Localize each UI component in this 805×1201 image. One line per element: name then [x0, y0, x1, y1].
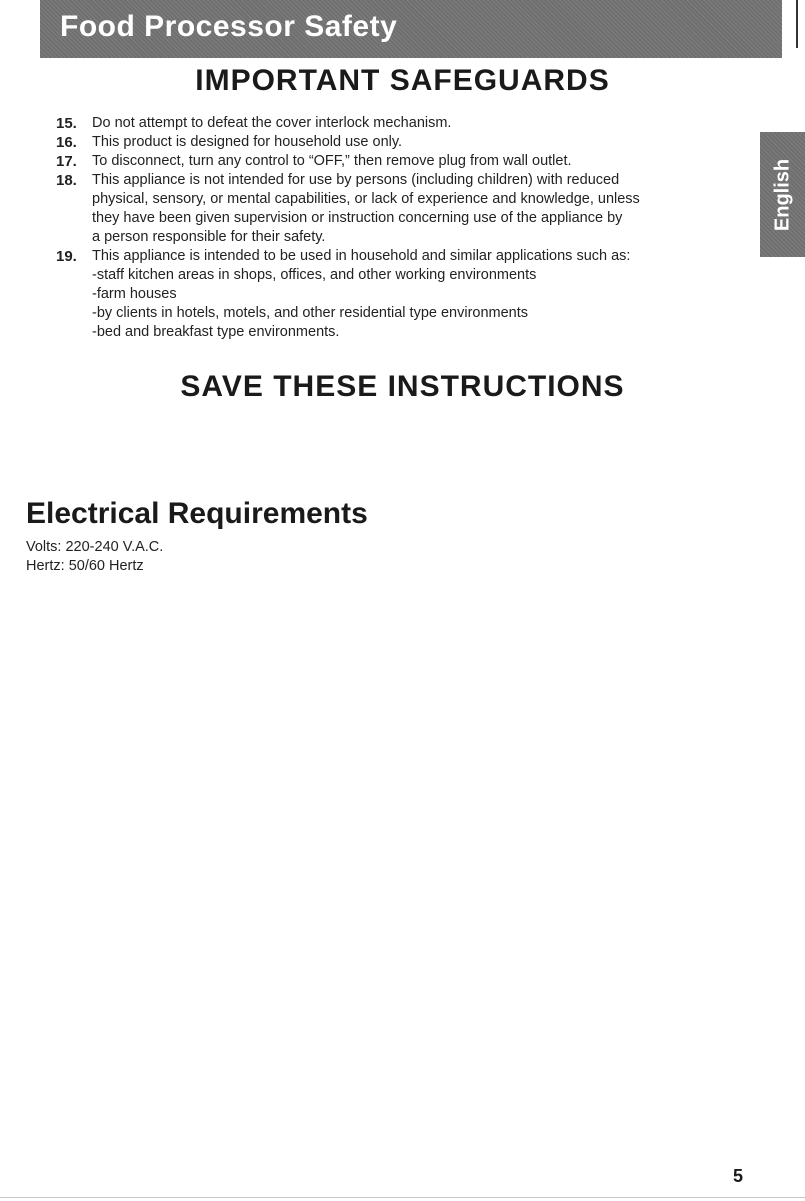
list-item	[56, 152, 716, 171]
hertz-spec: Hertz: 50/60 Hertz	[26, 558, 144, 574]
item-text: they have been given supervision or instruction concerning use of the appliance by	[92, 210, 623, 226]
item-text: Do not attempt to defeat the cover interlock mechanism.	[92, 115, 452, 131]
item-number: 19.	[56, 248, 77, 265]
item-number: 16.	[56, 134, 77, 151]
page-bottom-rule	[0, 1197, 805, 1198]
electrical-requirements-heading: Electrical Requirements	[26, 497, 368, 530]
item-text: -staff kitchen areas in shops, offices, and other working environments	[92, 267, 537, 283]
page-edge-line	[796, 0, 798, 48]
list-item	[56, 133, 716, 152]
safeguards-list	[56, 114, 716, 342]
volts-spec: Volts: 220-240 V.A.C.	[26, 539, 164, 555]
language-tab	[760, 132, 805, 257]
item-text: This appliance is not intended for use by persons (including children) with reduced	[92, 172, 620, 188]
item-text: a person responsible for their safety.	[92, 229, 326, 245]
item-text: -bed and breakfast type environments.	[92, 324, 340, 340]
item-text: This appliance is intended to be used in household and similar applications such as:	[92, 248, 631, 264]
item-number: 15.	[56, 115, 77, 132]
item-text: physical, sensory, or mental capabilities, or lack of experience and knowledge, unless	[92, 191, 640, 207]
page-number: 5	[733, 1166, 744, 1186]
language-tab-label: English	[771, 158, 793, 231]
list-item	[56, 171, 716, 247]
item-number: 17.	[56, 153, 77, 170]
item-text: This product is designed for household use only.	[92, 134, 403, 150]
electrical-specs	[26, 538, 163, 576]
list-item	[56, 114, 716, 133]
section-header-bar	[40, 0, 782, 58]
item-number: 18.	[56, 172, 77, 189]
item-text: -by clients in hotels, motels, and other residential type environments	[92, 305, 529, 321]
item-text: -farm houses	[92, 286, 177, 302]
safeguards-heading: IMPORTANT SAFEGUARDS	[195, 64, 610, 97]
section-title: Food Processor Safety	[60, 10, 398, 43]
item-text: To disconnect, turn any control to “OFF,” then remove plug from wall outlet.	[92, 153, 572, 169]
save-instructions-heading: SAVE THESE INSTRUCTIONS	[180, 370, 625, 403]
list-item	[56, 247, 716, 342]
